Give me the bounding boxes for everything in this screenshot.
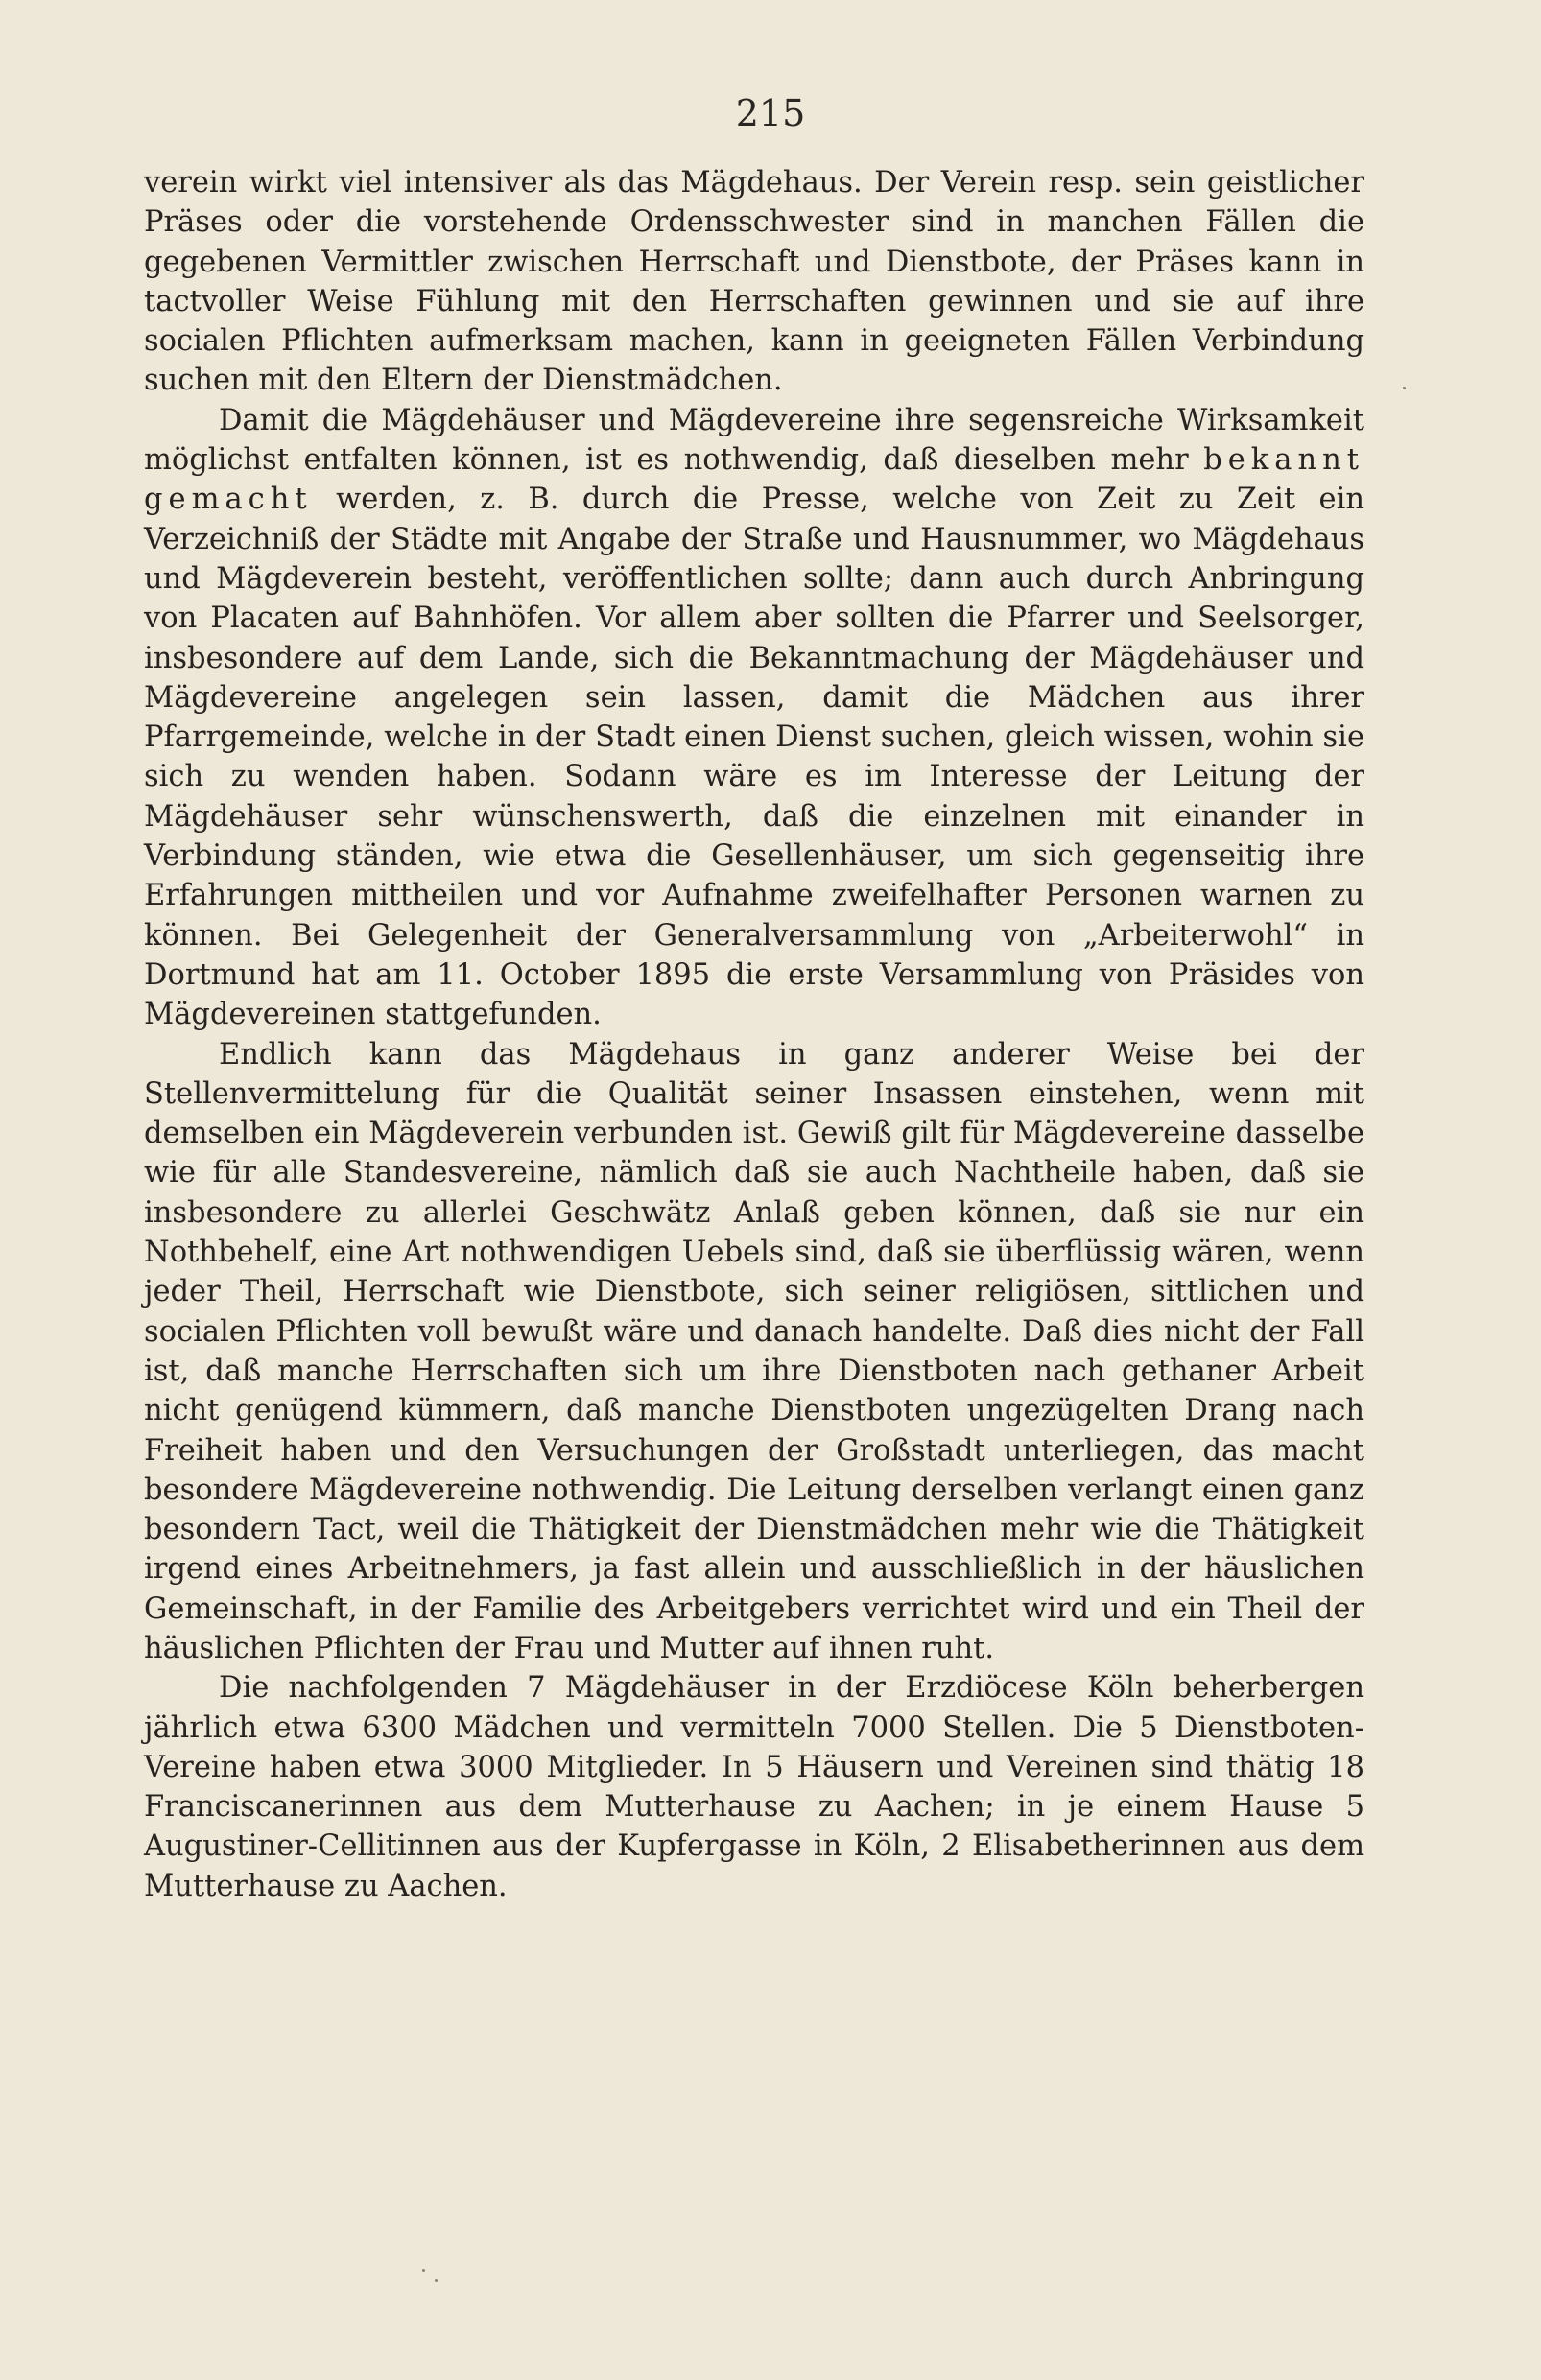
page-number: 215 (735, 92, 806, 134)
paragraph-2-text-after: werden, z. B. durch die Presse, welche von Zeit zu Zeit ein Verzeichniß der Städte mit Angabe der Straße und Hausnummer, wo Mägdehaus und Mägdeverein besteht, veröffentlichen sollte; dann auch durch Anbringung von Placaten auf Bahnhöfen. Vor allem aber sollten die Pfarrer und Seelsorger, insbesondere auf dem Lande, sich die Bekanntmachung der Mägdehäuser und Mägdevereine angelegen sein lassen, damit die Mädchen aus ihrer Pfarrgemeinde, welche in der Stadt einen Dienst suchen, gleich wissen, wohin sie sich zu wenden haben. Sodann wäre es im Interesse der Leitung der Mägdehäuser sehr wünschenswerth, daß die einzelnen mit einander in Verbindung ständen, wie etwa die Gesellenhäuser, um sich gegenseitig ihre Erfahrungen mittheilen und vor Aufnahme zweifelhafter Personen warnen zu können. Bei Gelegenheit der Generalversammlung von „Arbeiterwohl“ in Dortmund hat am 11. October 1895 die erste Versammlung von Präsides von Mägdevereinen stattgefunden. (144, 483, 1364, 1032)
paragraph-2 (144, 401, 1364, 1035)
paper-speck (422, 2269, 425, 2272)
emphasized-phrase: bekannt gemacht (144, 443, 1364, 517)
paper-speck (435, 2279, 438, 2282)
paragraph-4: Die nachfolgenden 7 Mägdehäuser in der Erzdiöcese Köln beherbergen jährlich etwa 6300 Mädchen und vermitteln 7000 Stellen. Die 5 Dienstboten-Vereine haben etwa 3000 Mitglieder. In 5 Häusern und Vereinen sind thätig 18 Franciscanerinnen aus dem Mutterhause zu Aachen; in je einem Hause 5 Augustiner-Cellitinnen aus der Kupfergasse in Köln, 2 Elisabetherinnen aus dem Mutterhause zu Aachen. (144, 1671, 1364, 1903)
paragraph-2-text-before: Damit die Mägdehäuser und Mägdevereine ihre segensreiche Wirksamkeit möglichst entfalten können, ist es nothwendig, daß dieselben mehr (144, 403, 1364, 478)
paragraph-3: Endlich kann das Mägdehaus in ganz anderer Weise bei der Stellenvermittelung für die Qualität seiner Insassen einstehen, wenn mit demselben ein Mägdeverein verbunden ist. Gewiß gilt für Mägdevereine dasselbe wie für alle Standesvereine, nämlich daß sie auch Nachtheile haben, daß sie insbesondere zu allerlei Geschwätz Anlaß geben können, daß sie nur ein Nothbehelf, eine Art nothwendigen Uebels sind, daß sie überflüssig wären, wenn jeder Theil, Herrschaft wie Dienstbote, sich seiner religiösen, sittlichen und socialen Pflichten voll bewußt wäre und danach handelte. Daß dies nicht der Fall ist, daß manche Herrschaften sich um ihre Dienstboten nach gethaner Arbeit nicht genügend kümmern, daß manche Dienstboten ungezügelten Drang nach Freiheit haben und den Versuchungen der Großstadt unterliegen, das macht besondere Mägdevereine nothwendig. Die Leitung derselben verlangt einen ganz besondern Tact, weil die Thätigkeit der Dienstmädchen mehr wie die Thätigkeit irgend eines Arbeitnehmers, ja fast allein und ausschließlich in der häuslichen Gemeinschaft, in der Familie des Arbeitgebers verrichtet wird und ein Theil der häuslichen Pflichten der Frau und Mutter auf ihnen ruht. (144, 1037, 1364, 1665)
body-text (144, 163, 1364, 1906)
paragraph-1: verein wirkt viel intensiver als das Mägdehaus. Der Verein resp. sein geistlicher Präses oder die vorstehende Ordensschwester sind in manchen Fällen die gegebenen Vermittler zwischen Herrschaft und Dienstbote, der Präses kann in tactvoller Weise Fühlung mit den Herrschaften gewinnen und sie auf ihre socialen Pflichten aufmerksam machen, kann in geeigneten Fällen Verbindung suchen mit den Eltern der Dienstmädchen. (144, 166, 1364, 398)
paper-speck (1403, 387, 1406, 389)
